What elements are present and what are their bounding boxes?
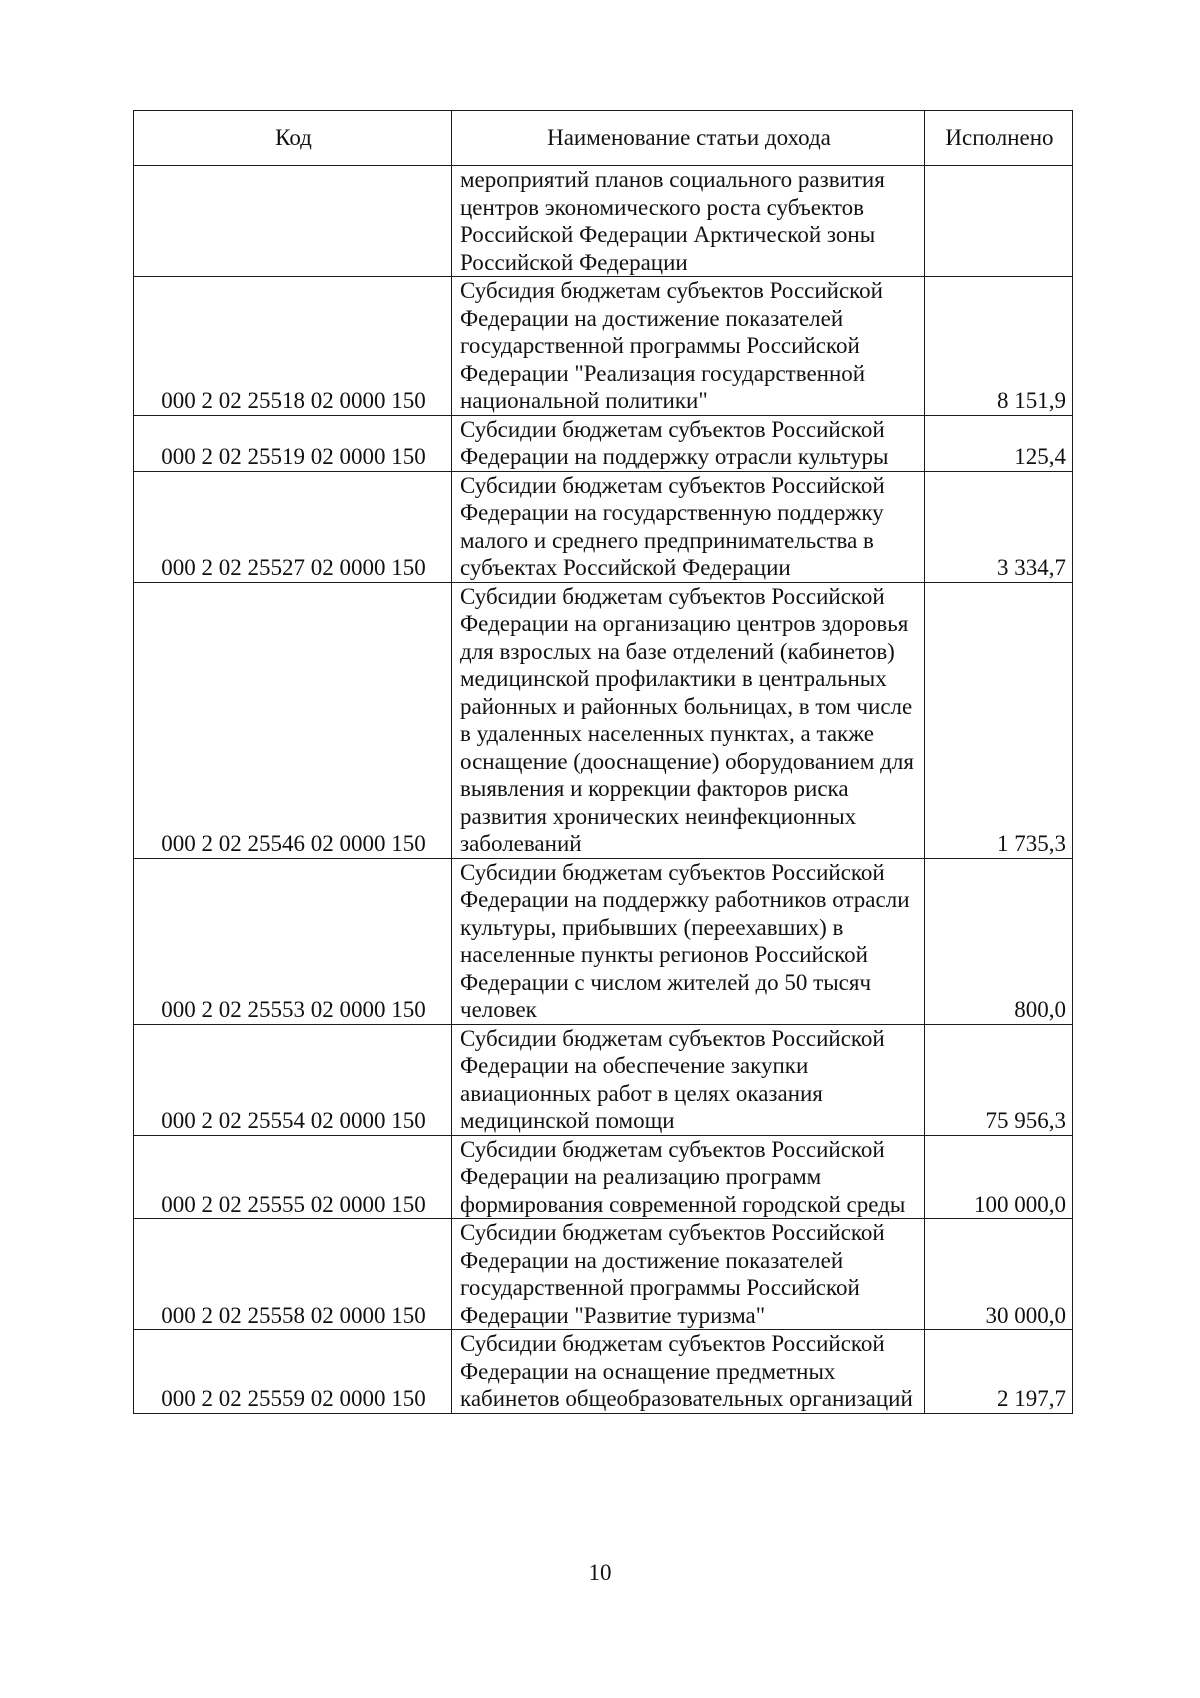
header-code: Код bbox=[134, 111, 452, 166]
row-code: 000 2 02 25554 02 0000 150 bbox=[134, 1024, 452, 1135]
table-row bbox=[134, 1024, 1073, 1135]
row-code: 000 2 02 25558 02 0000 150 bbox=[134, 1219, 452, 1330]
table-row bbox=[134, 582, 1073, 858]
row-name: Субсидии бюджетам субъектов Российской Федерации на поддержку отрасли культуры bbox=[452, 415, 925, 471]
row-code: 000 2 02 25527 02 0000 150 bbox=[134, 471, 452, 582]
row-code bbox=[134, 166, 452, 277]
table-row bbox=[134, 1330, 1073, 1414]
row-name: Субсидии бюджетам субъектов Российской Федерации на государственную поддержку малого и среднего предпринимательства в субъектах Российской Федерации bbox=[452, 471, 925, 582]
row-amount: 30 000,0 bbox=[925, 1219, 1073, 1330]
row-code: 000 2 02 25553 02 0000 150 bbox=[134, 858, 452, 1024]
header-amount: Исполнено bbox=[925, 111, 1073, 166]
row-name: мероприятий планов социального развития центров экономического роста субъектов Российской Федерации Арктической зоны Российской Федерации bbox=[452, 166, 925, 277]
row-amount: 1 735,3 bbox=[925, 582, 1073, 858]
row-amount: 3 334,7 bbox=[925, 471, 1073, 582]
row-name: Субсидии бюджетам субъектов Российской Федерации на достижение показателей государственной программы Российской Федерации "Развитие туризма" bbox=[452, 1219, 925, 1330]
row-amount: 125,4 bbox=[925, 415, 1073, 471]
table-row bbox=[134, 166, 1073, 277]
table-row bbox=[134, 1135, 1073, 1219]
table-row bbox=[134, 277, 1073, 416]
row-name: Субсидии бюджетам субъектов Российской Федерации на реализацию программ формирования современной городской среды bbox=[452, 1135, 925, 1219]
table-row bbox=[134, 471, 1073, 582]
row-name: Субсидия бюджетам субъектов Российской Федерации на достижение показателей государственной программы Российской Федерации "Реализация государственной национальной политики" bbox=[452, 277, 925, 416]
table-row bbox=[134, 858, 1073, 1024]
row-amount: 75 956,3 bbox=[925, 1024, 1073, 1135]
header-name: Наименование статьи дохода bbox=[452, 111, 925, 166]
row-amount: 800,0 bbox=[925, 858, 1073, 1024]
row-amount: 8 151,9 bbox=[925, 277, 1073, 416]
row-name: Субсидии бюджетам субъектов Российской Федерации на обеспечение закупки авиационных работ в целях оказания медицинской помощи bbox=[452, 1024, 925, 1135]
row-amount bbox=[925, 166, 1073, 277]
table-row bbox=[134, 415, 1073, 471]
revenue-table bbox=[133, 110, 1073, 1414]
row-code: 000 2 02 25519 02 0000 150 bbox=[134, 415, 452, 471]
row-name: Субсидии бюджетам субъектов Российской Федерации на оснащение предметных кабинетов общеобразовательных организаций bbox=[452, 1330, 925, 1414]
row-code: 000 2 02 25518 02 0000 150 bbox=[134, 277, 452, 416]
row-amount: 100 000,0 bbox=[925, 1135, 1073, 1219]
table-header-row bbox=[134, 111, 1073, 166]
row-name: Субсидии бюджетам субъектов Российской Федерации на поддержку работников отрасли культуры, прибывших (переехавших) в населенные пункты регионов Российской Федерации с числом жителей до 50 тысяч человек bbox=[452, 858, 925, 1024]
row-name: Субсидии бюджетам субъектов Российской Федерации на организацию центров здоровья для взрослых на базе отделений (кабинетов) медицинской профилактики в центральных районных и районных больницах, в том числе в удаленных населенных пунктах, а также оснащение (дооснащение) оборудованием для выявления и коррекции факторов риска развития хронических неинфекционных заболеваний bbox=[452, 582, 925, 858]
row-amount: 2 197,7 bbox=[925, 1330, 1073, 1414]
page-number: 10 bbox=[588, 1560, 612, 1585]
table-row bbox=[134, 1219, 1073, 1330]
row-code: 000 2 02 25546 02 0000 150 bbox=[134, 582, 452, 858]
row-code: 000 2 02 25559 02 0000 150 bbox=[134, 1330, 452, 1414]
row-code: 000 2 02 25555 02 0000 150 bbox=[134, 1135, 452, 1219]
